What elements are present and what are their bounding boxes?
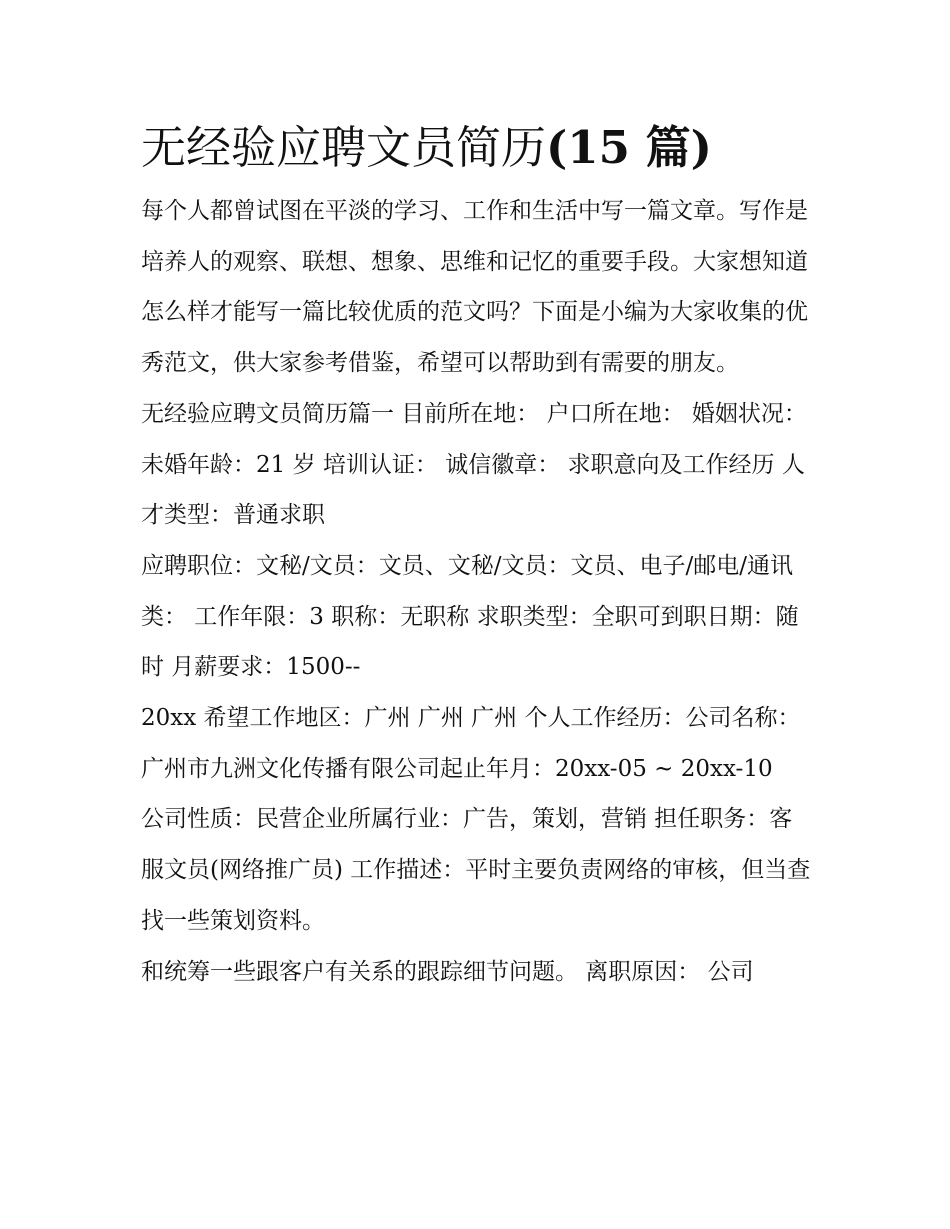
work-experience-paragraph: 20xx 希望工作地区：广州 广州 广州 个人工作经历：公司名称：广州市九洲文化传播有限公司起止年月：20xx-05 ~ 20xx-10 [141, 705, 801, 782]
resume-basic-info-paragraph: 无经验应聘文员简历篇一 目前所在地： 户口所在地： 婚姻状况：未婚年龄：21 岁 培训认证： 诚信徽章： 求职意向及工作经历 人才类型：普通求职 [141, 400, 807, 529]
job-intention-paragraph: 应聘职位：文秘/文员：文员、文秘/文员：文员、电子/邮电/通讯类： 工作年限：3 职称：无职称 求职类型：全职可到职日期：随时 月薪要求：1500-- [141, 552, 799, 681]
title-count: (15 篇) [546, 121, 712, 174]
document-content [141, 118, 813, 997]
title-main: 无经验应聘文员简历 [141, 121, 547, 174]
company-info-paragraph: 公司性质：民营企业所属行业：广告，策划，营销 担任职务：客服文员(网络推广员) 工作描述：平时主要负责网络的审核，但当查找一些策划资料。 [141, 806, 811, 934]
intro-paragraph: 每个人都曾试图在平淡的学习、工作和生活中写一篇文章。写作是培养人的观察、联想、想象、思维和记忆的重要手段。大家想知道怎么样才能写一篇比较优质的范文吗？下面是小编为大家收集的优秀范文，供大家参考借鉴，希望可以帮助到有需要的朋友。 [141, 198, 808, 377]
document-title [141, 118, 813, 178]
duties-paragraph: 和统筹一些跟客户有关系的跟踪细节问题。 离职原因： 公司 [141, 958, 754, 985]
